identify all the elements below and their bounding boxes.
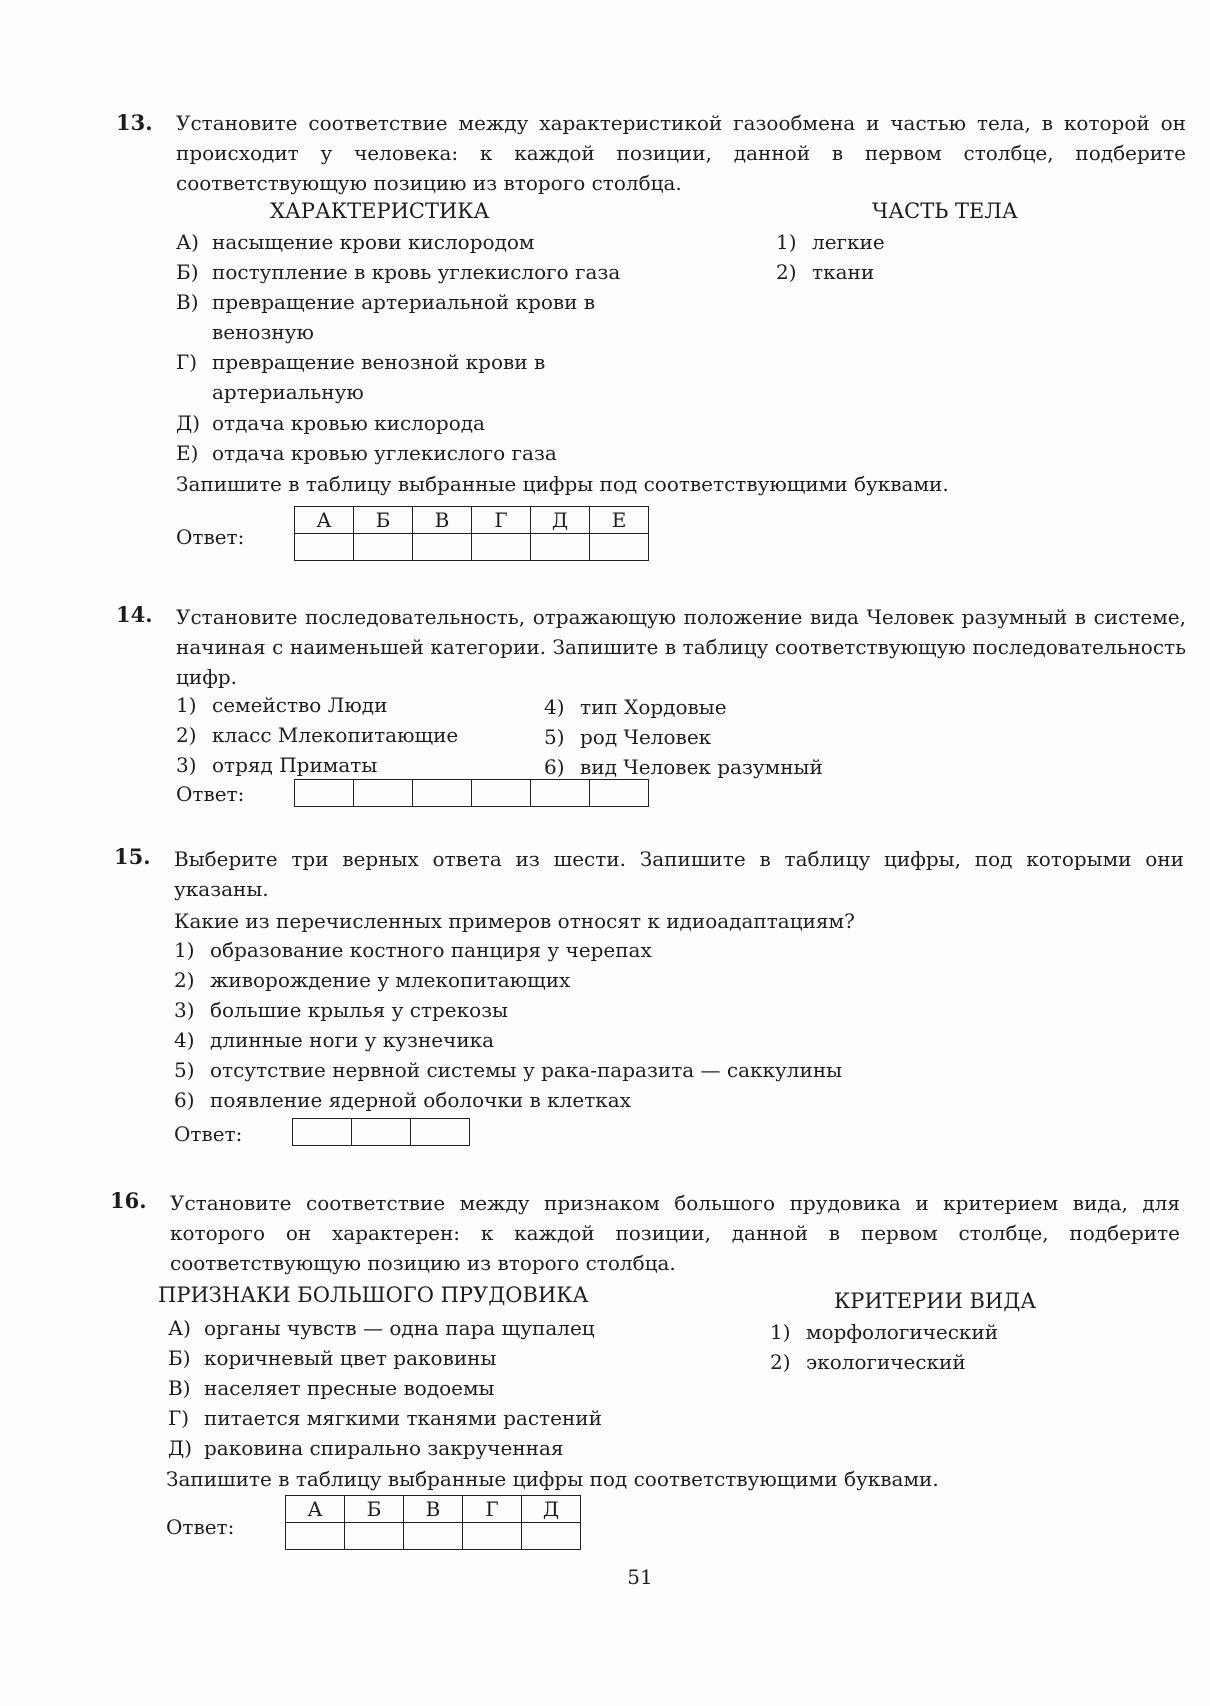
answer-cell[interactable] (293, 1119, 352, 1146)
list-item: А) насыщение крови кислородом (176, 230, 535, 254)
column-header-features: ПРИЗНАКИ БОЛЬШОГО ПРУДОВИКА (158, 1283, 589, 1307)
answer-cell[interactable] (590, 534, 649, 561)
list-item: 1) легкие (776, 230, 885, 254)
list-item: Е) отдача кровью углекислого газа (176, 441, 557, 465)
list-item: 2) живорождение у млекопитающих (174, 968, 571, 992)
answer-cell[interactable] (472, 780, 531, 807)
answer-table (292, 1118, 470, 1146)
answer-cell[interactable] (413, 534, 472, 561)
list-item: Д) раковина спирально закрученная (168, 1436, 564, 1460)
answer-cell[interactable] (531, 534, 590, 561)
letter-cell: А (286, 1496, 345, 1523)
letter-cell: Д (531, 507, 590, 534)
list-item: 3) большие крылья у стрекозы (174, 998, 508, 1022)
list-item: 2) экологический (770, 1350, 966, 1374)
column-header-body-part: ЧАСТЬ ТЕЛА (872, 199, 1018, 223)
page-number: 51 (627, 1565, 653, 1589)
answer-cell[interactable] (354, 534, 413, 561)
answer-cell[interactable] (472, 534, 531, 561)
list-item: 5) род Человек (544, 725, 712, 749)
answer-label: Ответ: (176, 782, 245, 806)
answer-table (285, 1495, 581, 1550)
answer-cell[interactable] (295, 534, 354, 561)
answer-cell[interactable] (404, 1523, 463, 1550)
letter-cell: Б (354, 507, 413, 534)
task-number: 14. (116, 602, 153, 627)
list-item: 2) класс Млекопитающие (176, 723, 459, 747)
letter-cell: Б (345, 1496, 404, 1523)
list-item: 2) ткани (776, 260, 875, 284)
task-number: 16. (110, 1188, 147, 1213)
list-item: А) органы чувств — одна пара щупалец (168, 1316, 595, 1340)
list-item: В) населяет пресные водоемы (168, 1376, 495, 1400)
list-item: 4) длинные ноги у кузнечика (174, 1028, 495, 1052)
task-text: Выберите три верных ответа из шести. Запишите в таблицу цифры, под которыми они указаны. (174, 847, 1184, 901)
column-header-criteria: КРИТЕРИИ ВИДА (834, 1289, 1037, 1313)
task-text: Установите соответствие между признаком большого прудовика и критерием вида, для которого он характерен: к каждой позиции, данной в первом столбце, подберите соответствующую позицию из второго столбца. (170, 1191, 1180, 1275)
task-text: Установите соответствие между характеристикой газообмена и частью тела, в которой он происходит у человека: к каждой позиции, данной в первом столбце, подберите соответствующую позицию из второго столбца. (176, 111, 1186, 195)
answer-table (294, 506, 649, 561)
letter-cell: В (404, 1496, 463, 1523)
answer-cell[interactable] (411, 1119, 470, 1146)
instruction: Запишите в таблицу выбранные цифры под соответствующими буквами. (166, 1467, 939, 1491)
list-item: Б) поступление в кровь углекислого газа (176, 260, 621, 284)
list-item: 1) образование костного панциря у черепах (174, 938, 652, 962)
answer-cell[interactable] (463, 1523, 522, 1550)
answer-label: Ответ: (176, 525, 245, 549)
task-number: 13. (116, 110, 153, 135)
list-item: 6) вид Человек разумный (544, 755, 823, 779)
list-item: Г) превращение венозной крови в артериальную (176, 350, 546, 404)
list-item: Б) коричневый цвет раковины (168, 1346, 497, 1370)
list-item: 4) тип Хордовые (544, 695, 727, 719)
instruction: Запишите в таблицу выбранные цифры под соответствующими буквами. (176, 472, 949, 496)
list-item: 1) семейство Люди (176, 693, 388, 717)
answer-cell[interactable] (286, 1523, 345, 1550)
task-text: Установите последовательность, отражающую положение вида Человек разумный в системе, начиная с наименьшей категории. Запишите в таблицу соответствующую последовательность цифр. (176, 605, 1186, 689)
answer-cell[interactable] (531, 780, 590, 807)
answer-label: Ответ: (174, 1122, 243, 1146)
letter-cell: Г (463, 1496, 522, 1523)
column-header-characteristic: ХАРАКТЕРИСТИКА (270, 199, 490, 223)
answer-table (294, 779, 649, 807)
list-item: Г) питается мягкими тканями растений (168, 1406, 602, 1430)
answer-label: Ответ: (166, 1515, 235, 1539)
list-item: В) превращение артериальной крови в венозную (176, 290, 596, 344)
answer-cell[interactable] (352, 1119, 411, 1146)
task-number: 15. (114, 844, 151, 869)
list-item: 5) отсутствие нервной системы у рака-паразита — саккулины (174, 1058, 843, 1082)
answer-cell[interactable] (354, 780, 413, 807)
task-question: Какие из перечисленных примеров относят к идиоадаптациям? (174, 909, 855, 933)
letter-cell: Г (472, 507, 531, 534)
answer-cell[interactable] (590, 780, 649, 807)
list-item: 1) морфологический (770, 1320, 999, 1344)
answer-cell[interactable] (413, 780, 472, 807)
list-item: 3) отряд Приматы (176, 753, 378, 777)
answer-cell[interactable] (345, 1523, 404, 1550)
answer-cell[interactable] (522, 1523, 581, 1550)
letter-cell: А (295, 507, 354, 534)
list-item: 6) появление ядерной оболочки в клетках (174, 1088, 631, 1112)
letter-cell: В (413, 507, 472, 534)
answer-cell[interactable] (295, 780, 354, 807)
list-item: Д) отдача кровью кислорода (176, 411, 485, 435)
letter-cell: Е (590, 507, 649, 534)
letter-cell: Д (522, 1496, 581, 1523)
